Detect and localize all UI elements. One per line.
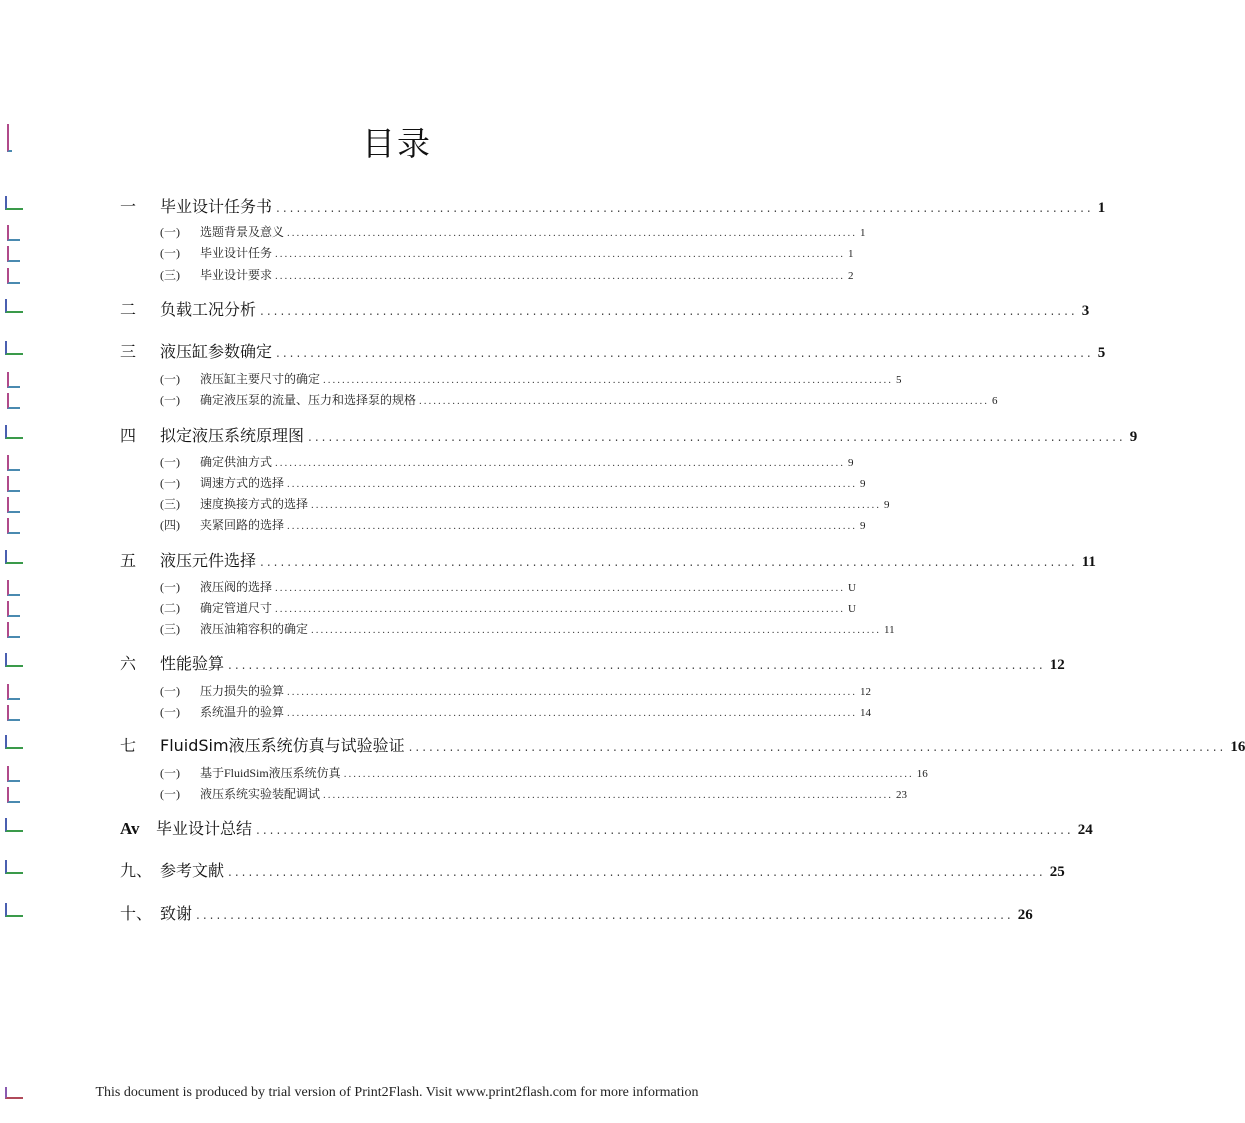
toc-title: 压力损失的验算	[200, 684, 285, 698]
toc-title: 速度换接方式的选择	[200, 497, 309, 511]
toc-page-number: 9	[1129, 429, 1138, 445]
toc-number: (三)	[160, 622, 180, 636]
toc-title: 液压缸主要尺寸的确定	[200, 372, 321, 386]
toc-leader-dots: ........................................................................................................................	[256, 823, 1074, 837]
toc-title: 液压油箱容积的确定	[200, 622, 309, 636]
toc-leader-dots: ........................................................................................................................	[228, 865, 1046, 879]
toc-leader-dots: ........................................................................................................................	[419, 395, 990, 407]
toc-section[interactable]	[160, 370, 902, 387]
toc-section[interactable]	[160, 391, 998, 408]
toc-title: 性能验算	[160, 654, 225, 673]
toc-page-number: 16	[1230, 739, 1245, 755]
toc-title: 确定供油方式	[200, 455, 273, 469]
toc-page-number: 3	[1081, 303, 1090, 319]
toc-number: (一)	[160, 705, 180, 719]
toc-page-number: 5	[1097, 345, 1106, 361]
toc-number: 三	[120, 342, 137, 361]
toc-number: (一)	[160, 580, 180, 594]
toc-page-number: 9	[884, 499, 890, 511]
toc-chapter[interactable]	[120, 339, 1106, 362]
toc-section[interactable]	[160, 599, 856, 616]
toc-page-number: 1	[860, 227, 866, 239]
toc-leader-dots: ........................................................................................................................	[287, 686, 858, 698]
toc-chapter[interactable]	[120, 816, 1093, 839]
toc-chapter[interactable]	[120, 548, 1096, 571]
toc-leader-dots: ........................................................................................................................	[275, 582, 846, 594]
toc-page-number: 1	[1097, 200, 1106, 216]
toc-title: 系统温升的验算	[200, 705, 285, 719]
toc-section[interactable]	[160, 764, 928, 781]
toc-leader-dots: ........................................................................................................................	[311, 624, 882, 636]
trial-footer: This document is produced by trial version of Print2Flash. Visit www.print2flash.com for more information	[95, 1085, 699, 1100]
toc-number: Av	[120, 819, 140, 838]
toc-page-number: 2	[848, 270, 854, 282]
toc-chapter[interactable]	[120, 423, 1138, 446]
toc-leader-dots: ........................................................................................................................	[408, 740, 1227, 754]
toc-leader-dots: ........................................................................................................................	[275, 457, 846, 469]
toc-leader-dots: ........................................................................................................................	[260, 304, 1078, 318]
toc-number: (一)	[160, 225, 180, 239]
toc-leader-dots: ........................................................................................................................	[228, 658, 1046, 672]
toc-page-number: 12	[1049, 657, 1065, 673]
toc-leader-dots: ........................................................................................................................	[275, 603, 846, 615]
toc-page-number: 23	[896, 789, 908, 801]
toc-section[interactable]	[160, 453, 854, 470]
toc-number: 九、	[120, 861, 153, 880]
toc-number: (一)	[160, 246, 180, 260]
toc-page-number: U	[848, 603, 856, 615]
toc-page-number: 1	[848, 248, 854, 260]
toc-section[interactable]	[160, 516, 866, 533]
toc-section[interactable]	[160, 266, 854, 283]
toc-chapter[interactable]	[120, 194, 1106, 217]
toc-number: (一)	[160, 766, 180, 780]
toc-section[interactable]	[160, 578, 856, 595]
toc-leader-dots: ........................................................................................................................	[196, 908, 1014, 922]
toc-page-number: 9	[848, 457, 854, 469]
toc-number: (一)	[160, 372, 180, 386]
toc-number: (一)	[160, 787, 180, 801]
toc-leader-dots: ........................................................................................................................	[287, 707, 858, 719]
toc-title: FluidSim液压系统仿真与试验验证	[160, 736, 405, 755]
toc-page-number: 6	[992, 395, 998, 407]
toc-title: 选题背景及意义	[200, 225, 285, 239]
toc-section[interactable]	[160, 703, 872, 720]
toc-leader-dots: ........................................................................................................................	[323, 374, 894, 386]
toc-page-number: 26	[1017, 907, 1033, 923]
toc-title: 拟定液压系统原理图	[160, 426, 305, 445]
toc-title: 负载工况分析	[160, 300, 257, 319]
toc-page-number: 11	[1081, 554, 1096, 570]
toc-number: 一	[120, 197, 137, 216]
toc-number: (三)	[160, 497, 180, 511]
toc-title: 基于FluidSim液压系统仿真	[200, 766, 341, 780]
toc-number: (一)	[160, 476, 180, 490]
toc-page-number: 9	[860, 520, 866, 532]
toc-title: 液压系统实验装配调试	[200, 787, 321, 801]
toc-leader-dots: ........................................................................................................................	[275, 248, 846, 260]
toc-number: 二	[120, 300, 137, 319]
toc-number: 五	[120, 551, 137, 570]
toc-title: 毕业设计要求	[200, 268, 273, 282]
toc-chapter[interactable]	[120, 901, 1033, 924]
toc-chapter[interactable]	[120, 858, 1065, 881]
toc-title: 夹紧回路的选择	[200, 518, 285, 532]
toc-title: 液压缸参数确定	[160, 342, 273, 361]
toc-title: 致谢	[160, 904, 193, 923]
toc-page-number: 11	[884, 624, 895, 636]
toc-number: (二)	[160, 601, 180, 615]
toc-title: 确定管道尺寸	[200, 601, 273, 615]
toc-page-number: 5	[896, 374, 902, 386]
toc-chapter[interactable]	[120, 651, 1065, 674]
toc-page-number: 16	[916, 768, 928, 780]
toc-section[interactable]	[160, 495, 890, 512]
toc-page-number: 25	[1049, 864, 1065, 880]
toc-section[interactable]	[160, 682, 872, 699]
toc-leader-dots: ........................................................................................................................	[287, 227, 858, 239]
toc-title: 毕业设计任务	[200, 246, 273, 260]
toc-title: 毕业设计总结	[156, 819, 253, 838]
toc-leader-dots: ........................................................................................................................	[276, 201, 1094, 215]
toc-section[interactable]	[160, 223, 866, 240]
toc-leader-dots: ........................................................................................................................	[308, 430, 1126, 444]
toc-number: (三)	[160, 268, 180, 282]
page-title: 目录	[362, 124, 432, 163]
toc-title: 液压阀的选择	[200, 580, 273, 594]
toc-title: 液压元件选择	[160, 551, 257, 570]
toc-page-number: 14	[860, 707, 872, 719]
toc-page-number: U	[848, 582, 856, 594]
toc-page-number: 9	[860, 478, 866, 490]
toc-number: (四)	[160, 518, 180, 532]
toc-number: (一)	[160, 455, 180, 469]
toc-leader-dots: ........................................................................................................................	[287, 520, 858, 532]
toc-title: 参考文献	[160, 861, 225, 880]
toc-leader-dots: ........................................................................................................................	[275, 270, 846, 282]
toc-section[interactable]	[160, 244, 854, 261]
toc-leader-dots: ........................................................................................................................	[287, 478, 858, 490]
toc-number: 六	[120, 654, 137, 673]
toc-section[interactable]	[160, 474, 866, 491]
toc-page-number: 12	[860, 686, 872, 698]
toc-number: 七	[120, 736, 137, 755]
toc-leader-dots: ........................................................................................................................	[311, 499, 882, 511]
toc-number: (一)	[160, 684, 180, 698]
toc-title: 调速方式的选择	[200, 476, 285, 490]
toc-leader-dots: ........................................................................................................................	[276, 346, 1094, 360]
toc-leader-dots: ........................................................................................................................	[323, 789, 894, 801]
toc-number: (一)	[160, 393, 180, 407]
toc-section[interactable]	[160, 785, 908, 802]
toc-number: 四	[120, 426, 137, 445]
toc-leader-dots: ........................................................................................................................	[343, 768, 914, 780]
toc-title: 确定液压泵的流量、压力和选择泵的规格	[200, 393, 417, 407]
toc-section[interactable]	[160, 620, 895, 637]
toc-leader-dots: ........................................................................................................................	[260, 555, 1078, 569]
toc-chapter[interactable]	[120, 733, 1245, 756]
toc-number: 十、	[120, 904, 153, 923]
toc-page-number: 24	[1077, 822, 1093, 838]
toc-title: 毕业设计任务书	[160, 197, 273, 216]
toc-chapter[interactable]	[120, 297, 1090, 320]
